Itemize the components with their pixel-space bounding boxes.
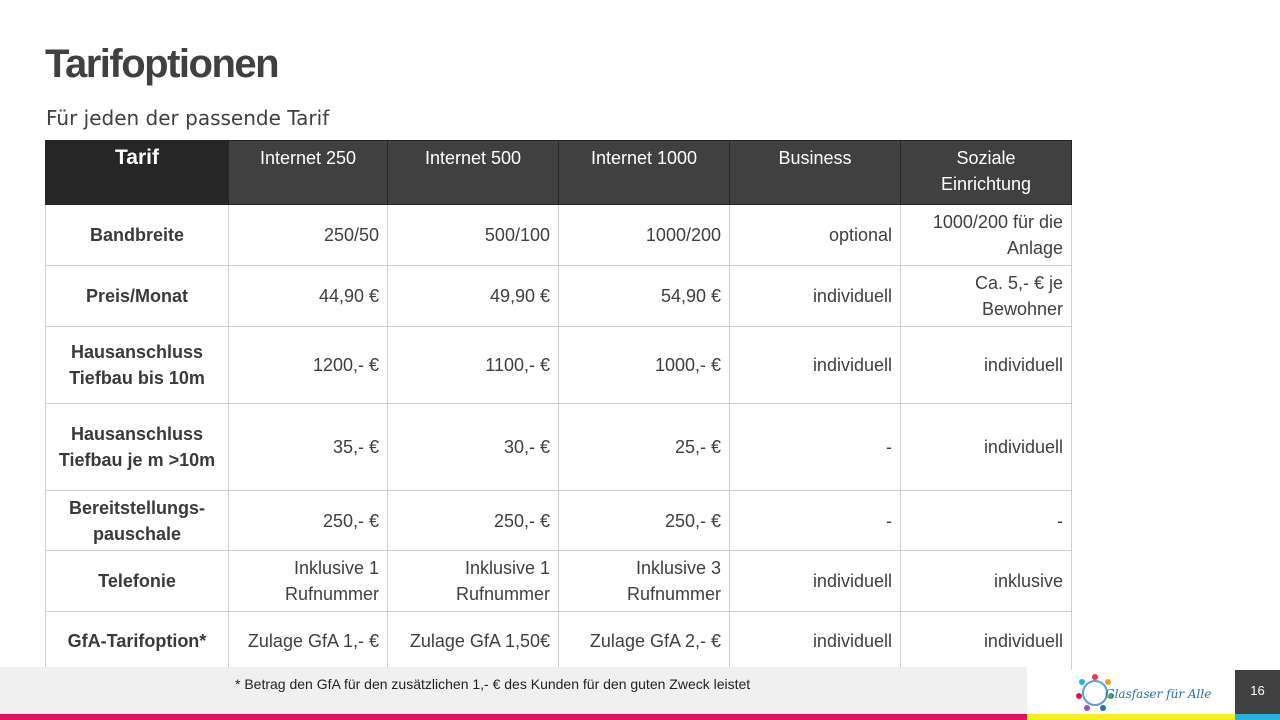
table-cell: 250,- €	[559, 491, 730, 551]
table-row	[46, 205, 1072, 266]
table-cell: 49,90 €	[388, 266, 559, 327]
table-cell: individuell	[730, 327, 901, 404]
row-label-gfa-tarifoption: GfA-Tarifoption*	[46, 612, 229, 671]
table-row	[46, 491, 1072, 551]
table-cell: Inklusive 1 Rufnummer	[388, 551, 559, 612]
table-row	[46, 266, 1072, 327]
row-label-telefonie: Telefonie	[46, 551, 229, 612]
table-cell: -	[730, 491, 901, 551]
footer-bar-pink	[0, 714, 1027, 720]
table-cell: individuell	[730, 551, 901, 612]
header-tarif: Tarif	[46, 141, 229, 205]
table-cell: 1000/200 für die Anlage	[901, 205, 1072, 266]
header-internet-250: Internet 250	[229, 141, 388, 205]
table-cell: 25,- €	[559, 404, 730, 491]
table-cell: 30,- €	[388, 404, 559, 491]
table-cell: inklusive	[901, 551, 1072, 612]
table-cell: individuell	[901, 612, 1072, 671]
row-label-bandbreite: Bandbreite	[46, 205, 229, 266]
row-label-preis: Preis/Monat	[46, 266, 229, 327]
footer-bar-yellow	[1027, 714, 1235, 720]
header-soziale-einrichtung: Soziale Einrichtung	[901, 141, 1072, 205]
table-cell: 500/100	[388, 205, 559, 266]
table-header-row	[46, 141, 1072, 205]
table-cell: -	[901, 491, 1072, 551]
table-cell: 1200,- €	[229, 327, 388, 404]
header-internet-500: Internet 500	[388, 141, 559, 205]
row-label-hausanschluss-10m: Hausanschluss Tiefbau bis 10m	[46, 327, 229, 404]
table-cell: 1100,- €	[388, 327, 559, 404]
tariff-table	[45, 140, 1072, 671]
table-cell: Inklusive 1 Rufnummer	[229, 551, 388, 612]
table-cell: individuell	[901, 327, 1072, 404]
table-row	[46, 551, 1072, 612]
table-cell: 250/50	[229, 205, 388, 266]
page-number-box	[1235, 670, 1280, 714]
table-cell: Zulage GfA 2,- €	[559, 612, 730, 671]
table-cell: 35,- €	[229, 404, 388, 491]
table-cell: Zulage GfA 1,50€	[388, 612, 559, 671]
table-cell: 1000,- €	[559, 327, 730, 404]
row-label-bereitstellung: Bereitstellungs-pauschale	[46, 491, 229, 551]
row-label-hausanschluss-je-m: Hausanschluss Tiefbau je m >10m	[46, 404, 229, 491]
table-row	[46, 612, 1072, 671]
header-internet-1000: Internet 1000	[559, 141, 730, 205]
slide-title: Tarifoptionen	[45, 42, 279, 86]
table-cell: 250,- €	[229, 491, 388, 551]
table-cell: Ca. 5,- € je Bewohner	[901, 266, 1072, 327]
footer-bar-cyan	[1235, 714, 1280, 720]
table-cell: individuell	[901, 404, 1072, 491]
table-cell: 1000/200	[559, 205, 730, 266]
table-cell: 44,90 €	[229, 266, 388, 327]
table-cell: individuell	[730, 266, 901, 327]
table-cell: optional	[730, 205, 901, 266]
table-cell: Zulage GfA 1,- €	[229, 612, 388, 671]
logo-text: Glasfaser für Alle	[1105, 687, 1212, 701]
table-cell: 250,- €	[388, 491, 559, 551]
footnote-bar	[0, 667, 1027, 714]
slide-subtitle: Für jeden der passende Tarif	[46, 106, 330, 130]
page-number: 16	[1250, 683, 1265, 698]
table-row	[46, 404, 1072, 491]
table-cell: 54,90 €	[559, 266, 730, 327]
table-cell: Inklusive 3 Rufnummer	[559, 551, 730, 612]
header-business: Business	[730, 141, 901, 205]
footnote-text: * Betrag den GfA für den zusätzlichen 1,- € des Kunden für den guten Zweck leistet	[235, 676, 751, 692]
table-row	[46, 327, 1072, 404]
table-cell: -	[730, 404, 901, 491]
table-cell: individuell	[730, 612, 901, 671]
logo	[1027, 670, 1235, 714]
